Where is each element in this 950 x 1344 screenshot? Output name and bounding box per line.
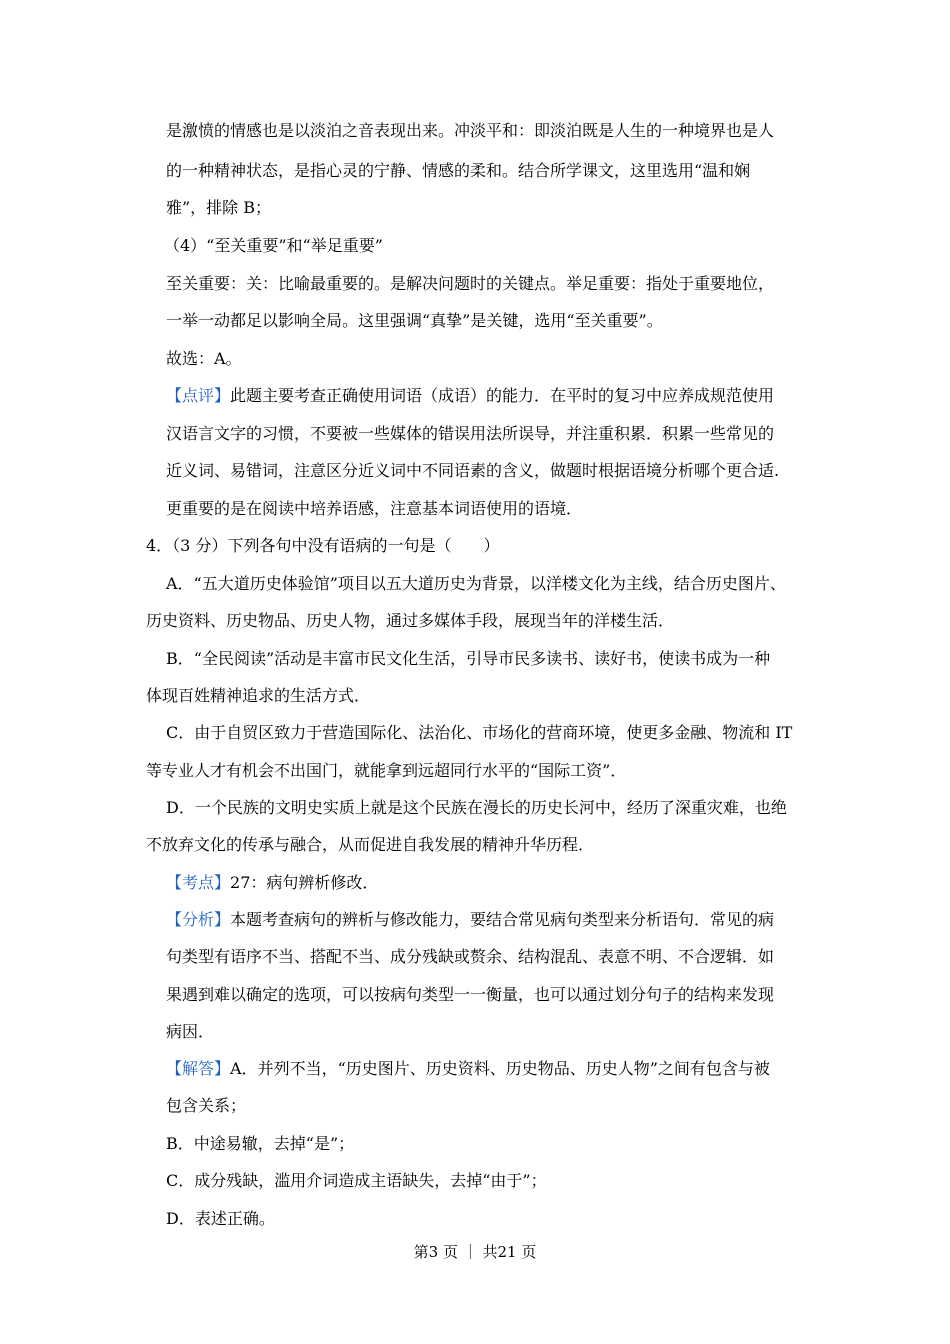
body-line: 历史资料、历史物品、历史人物，通过多媒体手段，展现当年的洋楼生活． — [146, 611, 675, 630]
body-line: （4）“至关重要”和“举足重要” — [164, 236, 383, 255]
analysis-text: 本题考查病句的辨析与修改能力，要结合常见病句类型来分析语句．常见的病 — [230, 910, 775, 929]
body-line: 包含关系； — [166, 1096, 247, 1115]
answer-line — [166, 1059, 770, 1079]
comment-line — [166, 386, 774, 406]
comment-tag: 【点评】 — [166, 386, 231, 405]
body-line: 果遇到难以确定的选项，可以按病句类型一一衡量，也可以通过划分句子的结构来发现 — [166, 985, 775, 1004]
option-a: A．“五大道历史体验馆”项目以五大道历史为背景，以洋楼文化为主线，结合历史图片、 — [166, 574, 786, 593]
option-d: D．一个民族的文明史实质上就是这个民族在漫长的历史长河中，经历了深重灾难，也绝 — [166, 798, 787, 817]
body-line: 汉语言文字的习惯，不要被一些媒体的错误用法所误导，并注重积累．积累一些常见的 — [166, 424, 775, 443]
body-line: 是激愤的情感也是以淡泊之音表现出来。冲淡平和：即淡泊既是人生的一种境界也是人 — [166, 121, 775, 140]
option-c: C．由于自贸区致力于营造国际化、法治化、市场化的营商环境，使更多金融、物流和 IT — [166, 723, 793, 742]
body-line: B．中途易辙，去掉“是”； — [166, 1134, 355, 1153]
page-footer: 第3 页 ｜ 共21 页 — [413, 1243, 537, 1261]
answer-text: A．并列不当，“历史图片、历史资料、历史物品、历史人物”之间有包含与被 — [230, 1059, 770, 1078]
body-line: 等专业人才有机会不出国门，就能拿到远超同行水平的“国际工资”． — [146, 761, 627, 780]
body-line: 病因． — [166, 1022, 215, 1041]
body-line: 体现百姓精神追求的生活方式． — [146, 686, 371, 705]
comment-text: 此题主要考查正确使用词语（成语）的能力．在平时的复习中应养成规范使用 — [230, 386, 775, 405]
body-line: 更重要的是在阅读中培养语感，注意基本词语使用的语境． — [166, 499, 583, 518]
body-line: 近义词、易错词，注意区分近义词中不同语素的含义，做题时根据语境分析哪个更合适. — [166, 461, 780, 480]
body-line: 的一种精神状态，是指心灵的宁静、情感的柔和。结合所学课文，这里选用“温和娴 — [166, 161, 751, 180]
body-line: 雅”，排除 B； — [166, 198, 272, 217]
analysis-line — [166, 910, 774, 930]
body-line: 不放弃文化的传承与融合，从而促进自我发展的精神升华历程． — [146, 835, 595, 854]
body-line: 至关重要：关：比喻最重要的。是解决问题时的关键点。举足重要：指处于重要地位， — [166, 274, 775, 293]
answer-tag: 【解答】 — [166, 1059, 231, 1078]
knowledge-point-tag: 【考点】 — [166, 873, 231, 892]
option-b: B．“全民阅读”活动是丰富市民文化生活，引导市民多读书、读好书，使读书成为一种 — [166, 649, 771, 668]
analysis-tag: 【分析】 — [166, 910, 231, 929]
body-line: C．成分残缺，滥用介词造成主语缺失，去掉“由于”； — [166, 1171, 547, 1190]
knowledge-point-line — [166, 873, 378, 893]
question-title: 4．（3 分）下列各句中没有语病的一句是（ ） — [146, 536, 500, 555]
body-line: 一举一动都足以影响全局。这里强调“真挚”是关键，选用“至关重要”。 — [166, 311, 663, 330]
knowledge-point-text: 27：病句辨析修改． — [230, 873, 379, 892]
body-line: 句类型有语序不当、搭配不当、成分残缺或赘余、结构混乱、表意不明、不合逻辑．如 — [166, 947, 775, 966]
body-line: 故选：A。 — [166, 349, 242, 368]
body-line: D．表述正确。 — [166, 1209, 275, 1228]
